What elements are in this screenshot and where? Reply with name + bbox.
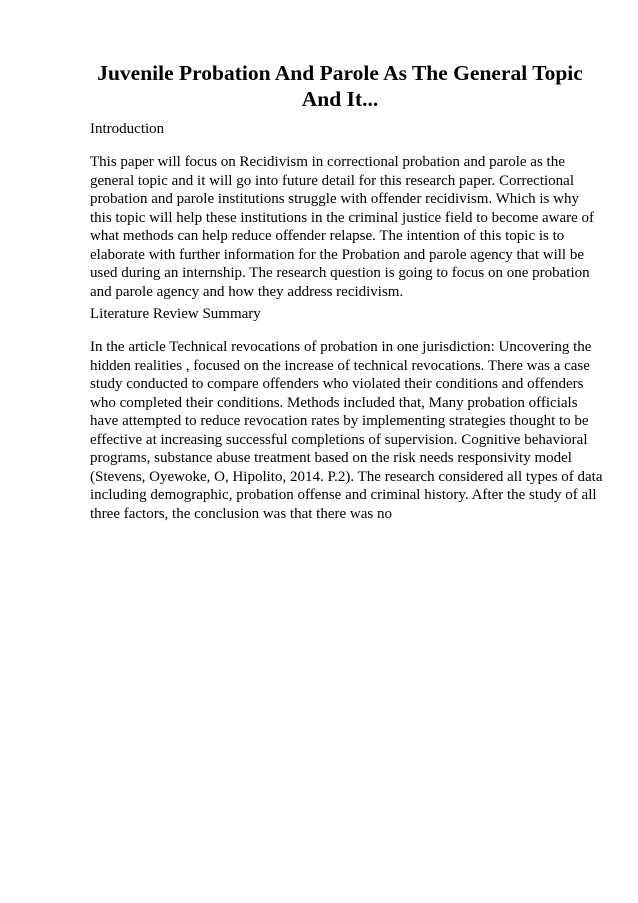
introduction-paragraph [90,153,594,301]
paragraph-line: programs, substance abuse treatment based on the risk needs responsivity model [90,450,572,466]
paragraph-line: including demographic, probation offense and criminal history. After the study of all [90,487,597,503]
section-heading-literature-review: Literature Review Summary [90,306,261,322]
paragraph-line: probation and parole institutions struggle with offender recidivism. Which is why [90,191,579,207]
paragraph-line: general topic and it will go into future detail for this research paper. Correctional [90,172,574,189]
paragraph-line: effective at increasing successful completions of supervision. Cognitive behavioral [90,431,588,448]
literature-review-paragraph [90,338,603,523]
paragraph-line: what methods can help reduce offender relapse. The intention of this topic is to [90,228,565,244]
paragraph-line: used during an internship. The research question is going to focus on one probation [90,265,590,281]
paragraph-line: and parole agency and how they address recidivism. [90,283,404,300]
paragraph-line: In the article Technical revocations of probation in one jurisdiction: Uncovering the [90,339,592,355]
paragraph-line: study conducted to compare offenders who violated their conditions and offenders [90,376,584,392]
paragraph-line: who completed their conditions. Methods included that, Many probation officials [90,394,578,411]
paragraph-line: This paper will focus on Recidivism in correctional probation and parole as the [90,154,565,170]
paragraph-line: (Stevens, Oyewoke, O, Hipolito, 2014. P.2). The research considered all types of data [90,468,603,485]
paragraph-line: this topic will help these institutions in the criminal justice field to become aware of [90,209,595,226]
paragraph-line: have attempted to reduce revocation rates by implementing strategies thought to be [90,413,589,429]
paragraph-line: hidden realities , focused on the increase of technical revocations. There was a case [90,357,590,374]
document-title: Juvenile Probation And Parole As The General Topic And It... [97,61,583,111]
paragraph-line: elaborate with further information for the Probation and parole agency that will be [90,246,584,263]
section-heading-introduction: Introduction [90,121,165,137]
paragraph-line: three factors, the conclusion was that there was no [90,505,392,522]
